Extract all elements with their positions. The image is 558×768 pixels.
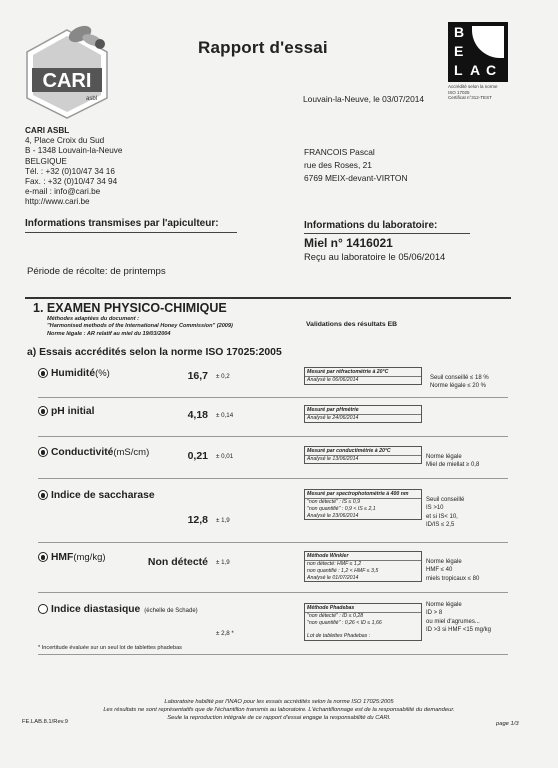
methods-line: Norme légale : AR relatif au miel du 19/03/2004 xyxy=(47,330,171,337)
row-divider xyxy=(38,592,508,593)
norm-line: Norme légale ≤ 20 % xyxy=(430,383,486,390)
method-line: Analysé le 13/06/2014 xyxy=(307,456,359,462)
norm-line: Norme légale xyxy=(426,454,462,460)
sender-line: e-mail : info@cari.be xyxy=(25,187,101,197)
norm-line: ID >3 si HMF <15 mg/kg xyxy=(426,627,492,634)
belac-letter: A xyxy=(470,62,481,78)
parameter-unit: (mS/cm) xyxy=(113,447,150,458)
methods-line: "Harmonised methods of the International Honey Commission" (2009) xyxy=(47,323,233,330)
uncertainty: ± 0,2 xyxy=(216,373,230,380)
uncertainty: ± 1,9 xyxy=(216,517,230,524)
norm-values xyxy=(426,558,479,583)
footer-line: Les résultats ne sont représentatifs que de l'échantillon transmis au laboratoire. L'échantillonnage est de la responsabilité du demandeur. xyxy=(103,707,455,713)
method-line xyxy=(305,627,421,634)
section-divider xyxy=(25,297,511,299)
parameter-name xyxy=(38,406,94,417)
method-box xyxy=(304,405,422,423)
logo-text: CARI xyxy=(42,70,92,92)
method-title: Mesuré par pHmétrie xyxy=(305,406,421,415)
norm-values xyxy=(426,453,479,470)
recipient-line: 6769 MEIX-devant-VIRTON xyxy=(304,173,408,183)
footer-line: Laboratoire habilité par l'INAO pour les essais accrédités selon la norme ISO 17025:2005 xyxy=(164,699,394,705)
norm-values xyxy=(426,601,491,635)
form-code: FE.LAB.8.1/Rev.9 xyxy=(22,719,68,725)
norm-line: ID/IS ≤ 2,5 xyxy=(426,522,455,529)
parameter-name xyxy=(38,368,110,379)
belac-letter: E xyxy=(454,43,464,59)
method-line: "non quantifié" : 0,26 < ID ≤ 1,66 xyxy=(307,619,382,626)
lab-heading: Informations du laboratoire: xyxy=(304,220,438,231)
method-title: Mesuré par conductimétrie à 20°C xyxy=(305,447,421,456)
sample-number: Miel n° 1416021 xyxy=(304,236,393,250)
norm-line: ID > 8 xyxy=(426,610,443,617)
parameter-unit: (%) xyxy=(95,368,110,379)
belac-letter: C xyxy=(486,62,497,78)
uncertainty: ± 0,01 xyxy=(216,453,234,460)
norm-line: Seuil conseillé xyxy=(426,497,465,503)
footnote: * Incertitude évaluée sur un seul lot de tablettes phadebas xyxy=(38,645,182,651)
norm-line: Norme légale xyxy=(426,559,462,565)
divider xyxy=(25,232,237,233)
methods-line: Méthodes adaptées du document : xyxy=(47,316,139,322)
parameter-name xyxy=(38,604,198,615)
row-divider xyxy=(38,478,508,479)
uncertainty: ± 1,9 xyxy=(216,559,230,566)
place-date: Louvain-la-Neuve, le 03/07/2014 xyxy=(303,94,425,104)
filled-radio-icon xyxy=(38,490,48,500)
method-line: non détecté: HMF ≤ 1,2 xyxy=(307,561,362,567)
sender-line: Fax. : +32 (0)10/47 34 94 xyxy=(25,177,118,187)
method-title: Mesuré par spectrophotométrie à 400 nm xyxy=(305,490,421,499)
method-title: Méthode Winkler xyxy=(305,552,421,561)
norm-line: Miel de miellat ≥ 0,8 xyxy=(426,462,480,469)
method-line: Analysé le 01/07/2014 xyxy=(307,574,359,581)
filled-radio-icon xyxy=(38,447,48,457)
norm-values xyxy=(426,496,464,530)
parameter-value: 0,21 xyxy=(187,450,208,462)
logo-sub: asbl xyxy=(86,96,98,102)
row-divider xyxy=(38,397,508,398)
belac-letter: L xyxy=(454,62,463,78)
method-line: "non détecté" : ID ≤ 0,28 xyxy=(307,613,364,619)
method-line: "non quantifié" : 0,9 < IS ≤ 2,1 xyxy=(307,505,376,512)
sender-name: CARI ASBL xyxy=(25,126,70,135)
filled-radio-icon xyxy=(38,552,48,562)
norm-line: et si IS< 10, xyxy=(426,513,458,520)
harvest-period: Période de récolte: de printemps xyxy=(27,266,166,277)
method-line: non quantifié : 1,2 < HMF ≤ 3,5 xyxy=(307,567,379,574)
method-box xyxy=(304,489,422,520)
beekeeper-heading: Informations transmises par l'apiculteur: xyxy=(25,218,219,229)
footer-line: Seule la reproduction intégrale de ce rapport d'essai engage la responsabilité du CARI. xyxy=(167,715,391,721)
recipient-line: FRANCOIS Pascal xyxy=(304,147,375,157)
norm-line: Seuil conseillé ≤ 18 % xyxy=(430,375,489,381)
empty-radio-icon xyxy=(38,604,48,614)
parameter-value: 16,7 xyxy=(187,370,208,382)
norm-line: miels tropicaux ≤ 80 xyxy=(426,575,480,582)
parameter-value: 12,8 xyxy=(187,514,208,526)
method-line: Analysé le 06/06/2014 xyxy=(307,377,359,383)
parameter-unit: (mg/kg) xyxy=(73,552,106,563)
page-number: page 1/3 xyxy=(496,721,519,727)
divider xyxy=(304,233,470,234)
uncertainty: ± 0,14 xyxy=(216,412,234,419)
document-title: Rapport d'essai xyxy=(198,38,328,57)
sender-line: BELGIQUE xyxy=(25,156,67,166)
section-title: 1. EXAMEN PHYSICO-CHIMIQUE xyxy=(33,301,227,315)
parameter-unit: (échelle de Schade) xyxy=(144,608,198,614)
belac-letter: B xyxy=(454,24,465,40)
parameter-name xyxy=(38,447,149,458)
parameter-value: Non détecté xyxy=(147,556,208,568)
sender-line: B - 1348 Louvain-la-Neuve xyxy=(25,146,123,156)
method-box xyxy=(304,367,422,385)
method-title: Mesuré par réfractométrie à 20°C xyxy=(305,368,421,377)
validation-label: Validations des résultats EB xyxy=(306,321,398,328)
filled-radio-icon xyxy=(38,368,48,378)
parameter-label: pH initial xyxy=(51,406,95,417)
method-line: "non détecté" : IS ≤ 0,9 xyxy=(307,499,360,505)
sender-line: Tél. : +32 (0)10/47 34 16 xyxy=(25,166,115,176)
norm-values xyxy=(430,374,489,391)
method-box xyxy=(304,603,422,641)
parameter-label: Conductivité xyxy=(51,447,114,458)
cari-logo xyxy=(22,20,112,120)
method-line: Analysé le 24/06/2014 xyxy=(307,415,359,421)
parameter-value: 4,18 xyxy=(187,409,208,421)
parameter-name xyxy=(38,490,155,501)
recipient-address xyxy=(304,146,408,185)
footer xyxy=(0,698,558,722)
norm-line: Norme légale xyxy=(426,602,462,608)
filled-radio-icon xyxy=(38,406,48,416)
parameter-label: Humidité xyxy=(51,368,96,379)
belac-logo xyxy=(448,22,508,82)
method-box xyxy=(304,551,422,582)
parameter-label: Indice diastasique xyxy=(51,604,141,615)
belac-note-line: Certificat n°312-TEST xyxy=(448,95,492,100)
methods-note xyxy=(47,316,233,338)
norm-line: IS >10 xyxy=(426,505,444,512)
row-divider xyxy=(38,436,508,437)
row-divider xyxy=(38,542,508,543)
sender-line: 4, Place Croix du Sud xyxy=(25,136,105,146)
method-title: Méthode Phadebas xyxy=(305,604,421,613)
belac-note-line: ISO 17025 xyxy=(448,89,470,95)
parameter-label: HMF xyxy=(51,552,74,563)
belac-note-line: Accrédité selon la norme xyxy=(448,84,498,89)
sender-line: http://www.cari.be xyxy=(25,197,90,207)
parameter-label: Indice de saccharase xyxy=(51,490,155,501)
recipient-line: rue des Roses, 21 xyxy=(304,160,372,170)
norm-line: HMF ≤ 40 xyxy=(426,567,453,574)
method-box xyxy=(304,446,422,464)
subsection-title: a) Essais accrédités selon la norme ISO 17025:2005 xyxy=(27,347,282,358)
uncertainty: ± 2,8 * xyxy=(216,630,234,637)
method-line: Lot de tablettes Phadebas : xyxy=(307,633,371,640)
received-date: Reçu au laboratoire le 05/06/2014 xyxy=(304,251,446,262)
parameter-name xyxy=(38,552,106,563)
belac-note xyxy=(448,84,520,101)
sender-address xyxy=(25,126,122,208)
method-line: Analysé le 23/06/2014 xyxy=(307,512,359,519)
norm-line: ou miel d'agrumes... xyxy=(426,618,480,625)
row-divider xyxy=(38,654,508,655)
